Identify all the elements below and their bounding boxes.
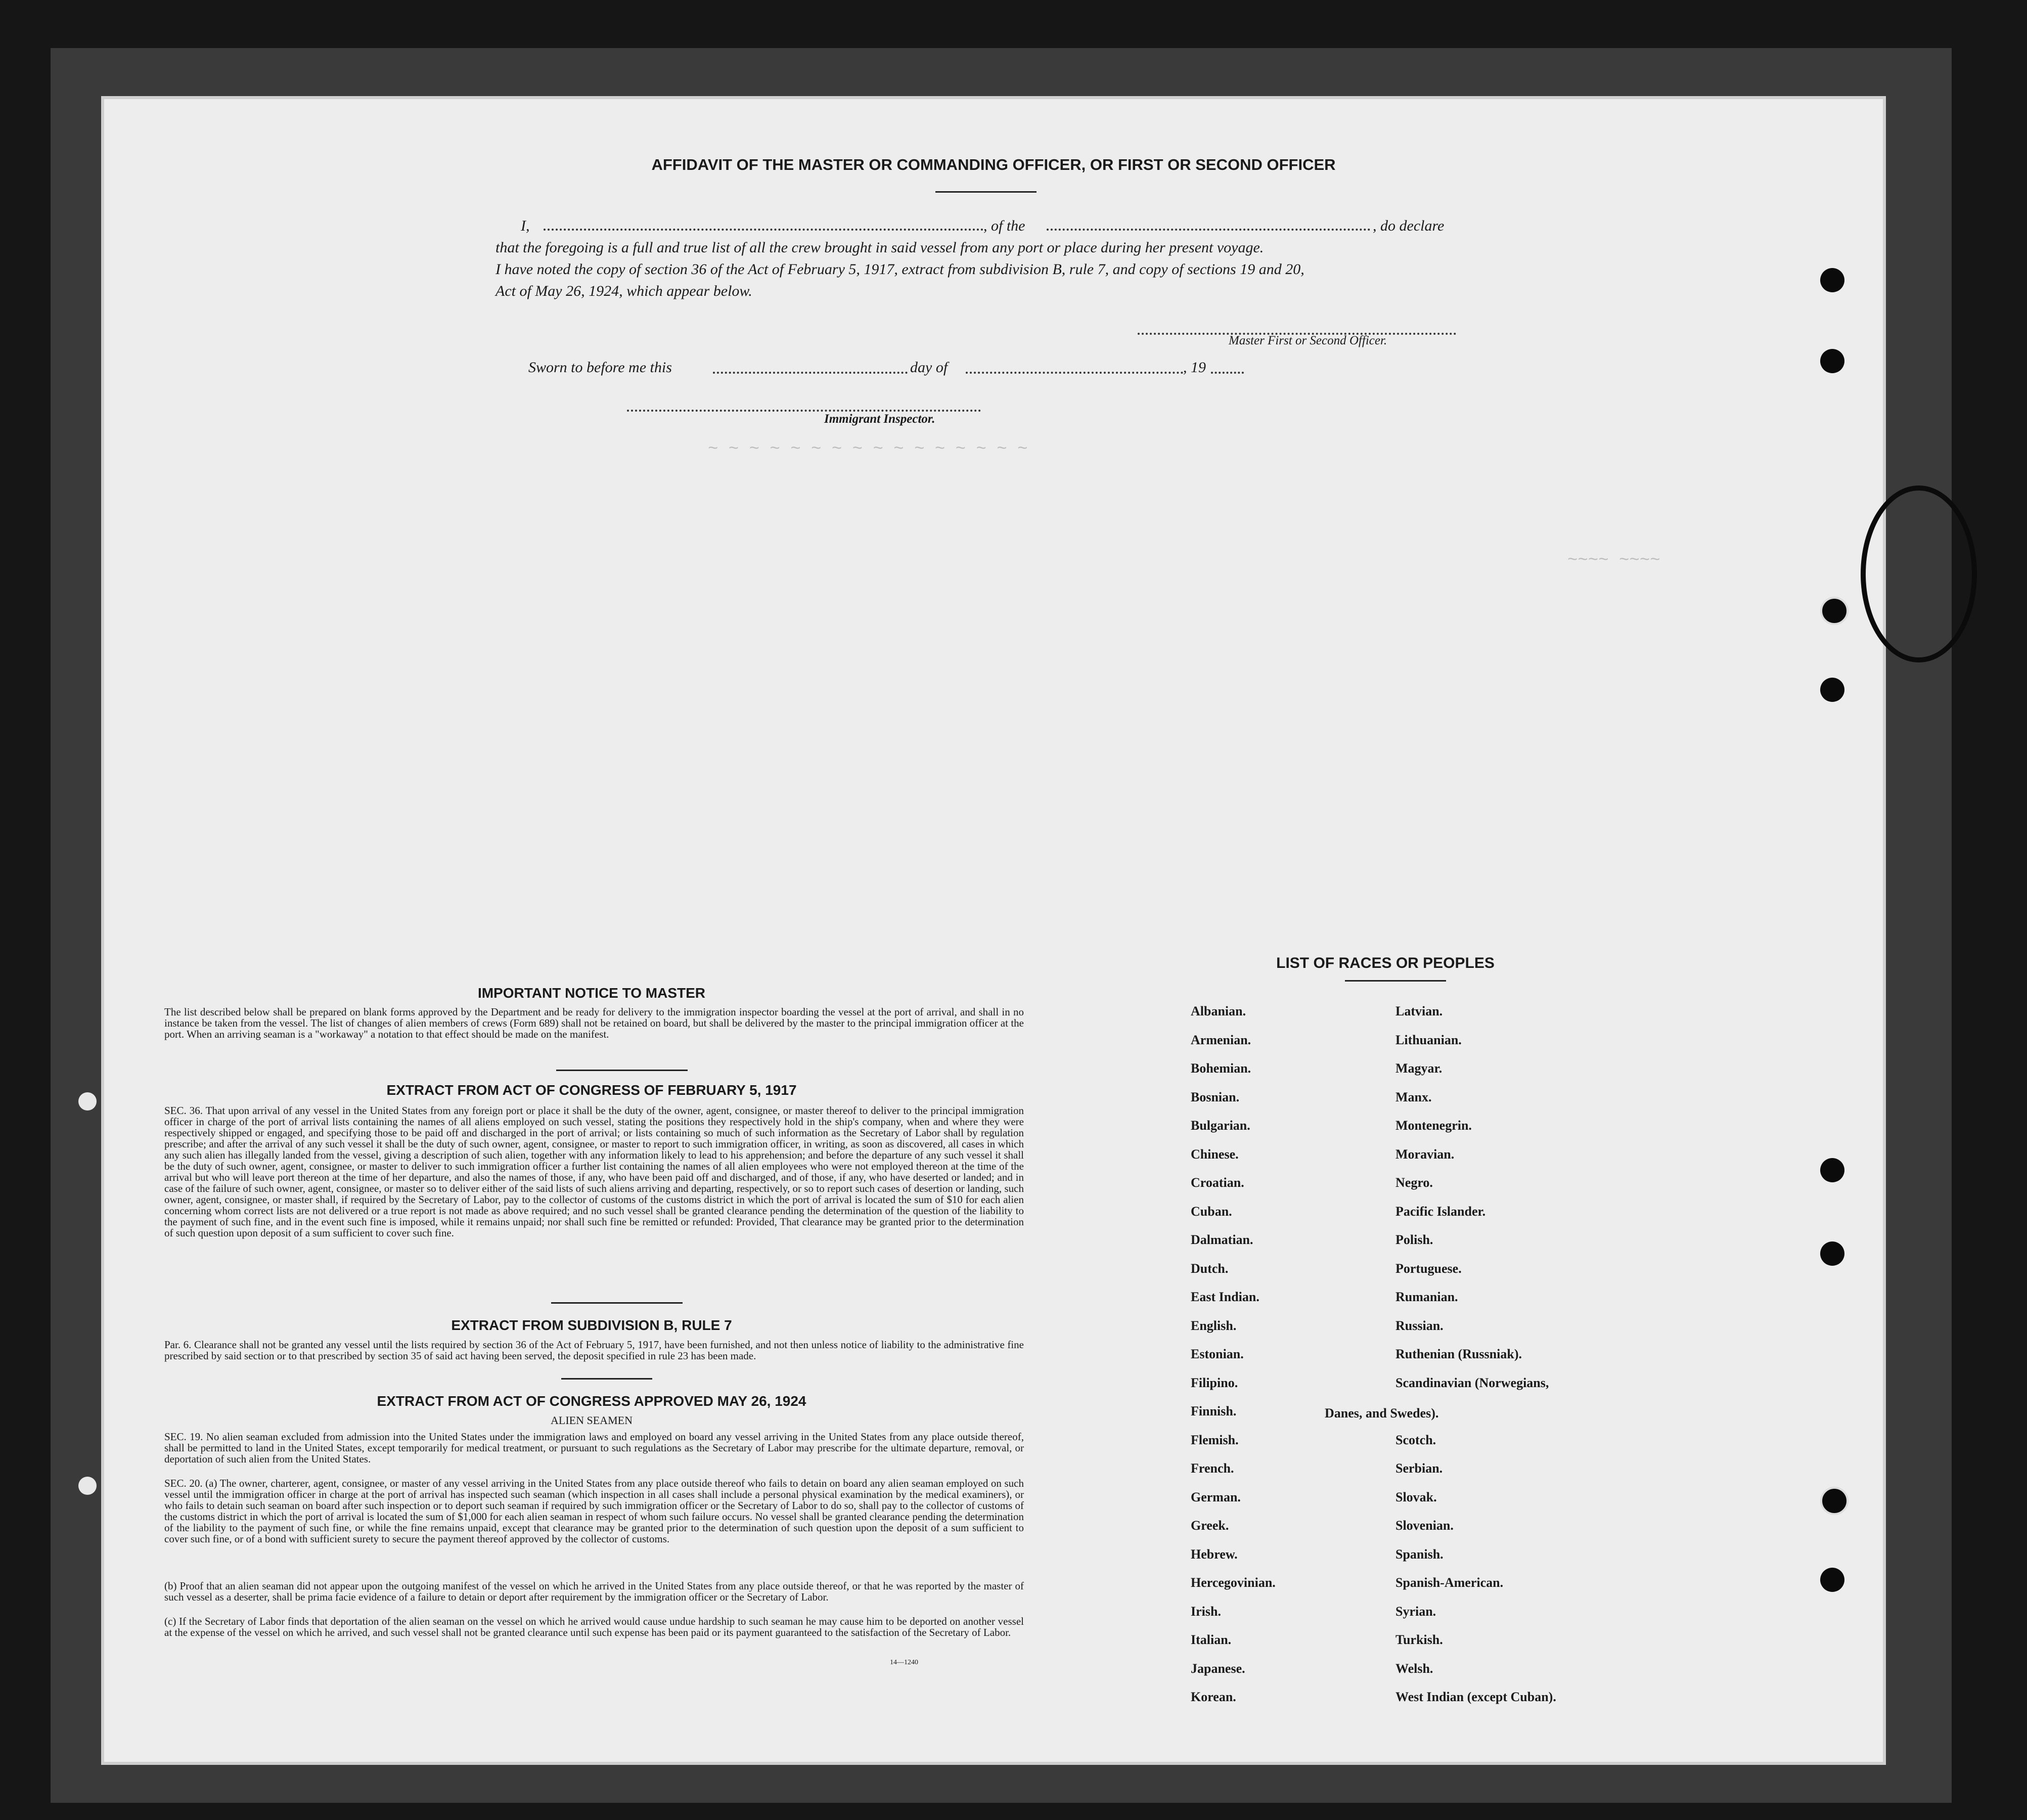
races-title: LIST OF RACES OR PEOPLES	[1276, 955, 1495, 971]
sworn-month-blank	[966, 372, 1183, 374]
race-item: Syrian.	[1395, 1604, 1436, 1619]
race-item: Bosnian.	[1191, 1090, 1240, 1104]
binder-ring	[1861, 485, 1977, 662]
divider	[561, 1378, 652, 1380]
master-caption: Master First or Second Officer.	[1229, 334, 1387, 347]
race-item: German.	[1191, 1490, 1241, 1504]
do-declare-label: , do declare	[1373, 217, 1445, 234]
form-page	[101, 96, 1886, 1765]
punch-hole	[1820, 1568, 1844, 1592]
race-item: Ruthenian (Russniak).	[1395, 1347, 1522, 1361]
race-item: Italian.	[1191, 1632, 1232, 1647]
rule7-title: EXTRACT FROM SUBDIVISION B, RULE 7	[451, 1317, 732, 1333]
race-item: Latvian.	[1395, 1004, 1443, 1018]
sec20c-text: (c) If the Secretary of Labor finds that deportation of the alien seaman on the vessel on which he arrived would cause undue hardship to such seaman he may cause him to be deported on another vessel at the expense of the vessel on which he arrived, and such vessel shall not be granted clearance until such expense has been paid or its payment guaranteed to the satisfaction of the Secretary of Labor.	[164, 1615, 1024, 1638]
race-item: Korean.	[1191, 1690, 1236, 1704]
race-item: Moravian.	[1395, 1147, 1455, 1162]
race-item: Armenian.	[1191, 1033, 1251, 1047]
race-item: Negro.	[1395, 1175, 1433, 1190]
race-item: Pacific Islander.	[1395, 1204, 1486, 1219]
extract-1917-title: EXTRACT FROM ACT OF CONGRESS OF FEBRUARY 5, 1917	[386, 1082, 797, 1098]
race-item: Cuban.	[1191, 1204, 1232, 1219]
race-item: Flemish.	[1191, 1433, 1239, 1447]
race-item: Hercegovinian.	[1191, 1575, 1276, 1590]
race-item: Dalmatian.	[1191, 1232, 1253, 1247]
race-item: Albanian.	[1191, 1004, 1246, 1018]
race-item: East Indian.	[1191, 1290, 1259, 1304]
extract-1924-title: EXTRACT FROM ACT OF CONGRESS APPROVED MAY 26, 1924	[377, 1393, 806, 1409]
race-item: Magyar.	[1395, 1061, 1443, 1076]
punch-hole	[1820, 1487, 1849, 1515]
race-item: Greek.	[1191, 1518, 1229, 1533]
affidavit-i-label: I,	[521, 217, 530, 234]
divider	[1345, 980, 1446, 982]
race-item: Portuguese.	[1395, 1261, 1462, 1276]
notice-title: IMPORTANT NOTICE TO MASTER	[477, 985, 706, 1001]
race-item: English.	[1191, 1318, 1237, 1333]
race-item: Filipino.	[1191, 1375, 1238, 1390]
race-item: West Indian (except Cuban).	[1395, 1690, 1556, 1704]
race-item: Scandinavian (Norwegians,	[1395, 1375, 1549, 1390]
sworn-year-blank	[1211, 372, 1244, 374]
day-of-label: day of	[910, 359, 948, 376]
sworn-day-blank	[713, 372, 908, 374]
race-item: Welsh.	[1395, 1661, 1433, 1676]
extract-1917-text: SEC. 36. That upon arrival of any vessel in the United States from any foreign port or place it shall be the duty of the owner, agent, consignee, or master thereof to deliver to the principal immigration officer in charge of the port of arrival lists containing the names of all aliens employed on such vessel, stating the positions they respectively hold in the ship's company, when and where they were respectively shipped or engaged, and specifying those to be paid off and discharged in the port of arrival; or lists containing so much of such information as the Secretary of Labor shall by regulation prescribe; and after the arrival of any such vessel it shall be the duty of such owner, agent, consignee, or master to report to such immigration officer, in writing, as soon as discovered, all cases in which any such alien has illegally landed from the vessel, giving a description of such alien, together with any information likely to lead to his apprehension; and before the departure of any such vessel it shall be the duty of such owner, agent, consignee, or master to deliver to such immigration officer a further list containing the names of all alien employees who were not employed thereon at the time of the arrival but who will leave port thereon at the time of her departure, and also the names of those, if any, who have been paid off and discharged, and of those, if any, who have deserted or landed; and in case of the failure of such owner, agent, consignee, or master so to deliver either of the said lists of such aliens arriving and departing, respectively, or so to report such cases of desertion or landing, such owner, agent, consignee, or master shall, if required by the Secretary of Labor, pay to the collector of customs of the customs district in which the port of arrival is located the sum of $10 for each alien concerning whom correct lists are not delivered or a true report is not made as above required; and no such vessel shall be granted clearance pending the determination of the question of the liability to the payment of such fine, and in the event such fine is imposed, while it remains unpaid; nor shall such fine be remitted or refunded: Provided, That clearance may be granted prior to the determination of such question upon deposit of a sum sufficient to cover such fine.	[164, 1104, 1024, 1239]
affidavit-line-3: Act of May 26, 1924, which appear below.	[496, 283, 752, 299]
form-number: 14—1240	[890, 1659, 918, 1666]
race-item: Rumanian.	[1395, 1290, 1458, 1304]
year-label: , 19	[1183, 359, 1206, 376]
bleed-through-text: ~ ~ ~ ~ ~ ~ ~ ~ ~ ~ ~ ~ ~ ~ ~ ~	[708, 440, 1028, 459]
race-item: Finnish.	[1191, 1404, 1237, 1418]
vessel-blank	[1047, 229, 1370, 231]
sworn-label: Sworn to before me this	[528, 359, 672, 376]
race-item: Scotch.	[1395, 1433, 1436, 1447]
race-item: Polish.	[1395, 1232, 1433, 1247]
name-blank	[544, 229, 983, 231]
race-item: Irish.	[1191, 1604, 1221, 1619]
divider	[551, 1302, 683, 1304]
race-item: Croatian.	[1191, 1175, 1244, 1190]
punch-hole	[1820, 268, 1844, 292]
punch-hole	[1820, 349, 1844, 373]
affidavit-line-2: I have noted the copy of section 36 of the Act of February 5, 1917, extract from subdivision B, rule 7, and copy of sections 19 and 20,	[496, 261, 1304, 278]
race-item: Montenegrin.	[1395, 1118, 1472, 1133]
sec19-text: SEC. 19. No alien seaman excluded from admission into the United States under the immigration laws and employed on board any vessel arriving in the United States from any place outside thereof, shall be permitted to land in the United States, except temporarily for medical treatment, or pursuant to such regulations as the Secretary of Labor may prescribe for the ultimate departure, removal, or deportation of such alien from the United States.	[164, 1431, 1024, 1465]
race-item: Bulgarian.	[1191, 1118, 1250, 1133]
race-item: French.	[1191, 1461, 1234, 1476]
punch-hole	[1820, 1158, 1844, 1182]
notice-text: The list described below shall be prepared on blank forms approved by the Department and be ready for delivery to the immigration inspector boarding the vessel at the port of arrival, and shall in no instance be taken from the vessel. The list of changes of alien members of crews (Form 689) shall not be retained on board, but shall be delivered by the master to the principal immigration officer at the port. When an arriving seaman is a "workaway" a notation to that effect should be made on the manifest.	[164, 1006, 1024, 1040]
sec20a-text: SEC. 20. (a) The owner, charterer, agent, consignee, or master of any vessel arriving in the United States from any place outside thereof who fails to detain on board any alien seaman employed on such vessel until the immigration officer in charge at the port of arrival has inspected such seaman (which inspection in all cases shall include a personal physical examination by the medical examiners), or who fails to detain such seaman on board after such inspection or to deport such seaman if required by such immigration officer or the Secretary of Labor to do so, shall pay to the collector of customs of the customs district in which the port of arrival is located the sum of $1,000 for each alien seaman in respect of whom such failure occurs. No vessel shall be granted clearance pending the determination of the liability to the payment of such fine, or while the fine remains unpaid, except that clearance may be granted prior to the determination of such question upon the deposit of a sum sufficient to cover such fine, or of a bond with sufficient surety to secure the payment thereof approved by the collector of customs.	[164, 1477, 1024, 1545]
race-item: Slovak.	[1395, 1490, 1437, 1504]
divider	[556, 1070, 688, 1071]
punch-hole	[1820, 678, 1844, 702]
race-item: Serbian.	[1395, 1461, 1443, 1476]
race-item: Manx.	[1395, 1090, 1432, 1104]
race-item: Japanese.	[1191, 1661, 1245, 1676]
race-item: Bohemian.	[1191, 1061, 1251, 1076]
race-item: Hebrew.	[1191, 1547, 1238, 1562]
race-item: Slovenian.	[1395, 1518, 1454, 1533]
race-item: Lithuanian.	[1395, 1033, 1462, 1047]
race-item: Dutch.	[1191, 1261, 1229, 1276]
alien-seamen-subtitle: ALIEN SEAMEN	[551, 1414, 633, 1427]
race-item: Russian.	[1395, 1318, 1444, 1333]
punch-hole	[1820, 597, 1849, 625]
punch-hole	[78, 1092, 97, 1111]
race-item: Turkish.	[1395, 1632, 1443, 1647]
rule7-text: Par. 6. Clearance shall not be granted any vessel until the lists required by section 36 of the Act of February 5, 1917, have been furnished, and not then unless notice of liability to the administrative fine prescribed by said section or to that prescribed by section 35 of said act having been served, the deposit specified in rule 23 has been made.	[164, 1339, 1024, 1362]
affidavit-line-1: that the foregoing is a full and true list of all the crew brought in said vessel from any port or place during her present voyage.	[496, 239, 1264, 256]
affidavit-title: AFFIDAVIT OF THE MASTER OR COMMANDING OFFICER, OR FIRST OR SECOND OFFICER	[651, 156, 1336, 173]
punch-hole	[1820, 1241, 1844, 1266]
inspector-caption: Immigrant Inspector.	[824, 412, 935, 426]
inspector-signature-blank	[627, 410, 981, 412]
of-the-label: , of the	[983, 217, 1025, 234]
race-item-scandinavian-cont: Danes, and Swedes).	[1325, 1406, 1439, 1421]
race-item: Chinese.	[1191, 1147, 1239, 1162]
race-item: Spanish.	[1395, 1547, 1444, 1562]
punch-hole	[78, 1477, 97, 1495]
race-item: Estonian.	[1191, 1347, 1244, 1361]
race-item: Spanish-American.	[1395, 1575, 1504, 1590]
divider	[935, 191, 1037, 193]
bleed-through-text: ~~~~ ~~~~	[1567, 551, 1660, 570]
sec20b-text: (b) Proof that an alien seaman did not appear upon the outgoing manifest of the vessel on which he arrived in the United States from any place outside thereof, or that he was reported by the master of such vessel as a deserter, shall be prima facie evidence of a failure to detain or deport after requirement by the immigration officer or the Secretary of Labor.	[164, 1580, 1024, 1603]
